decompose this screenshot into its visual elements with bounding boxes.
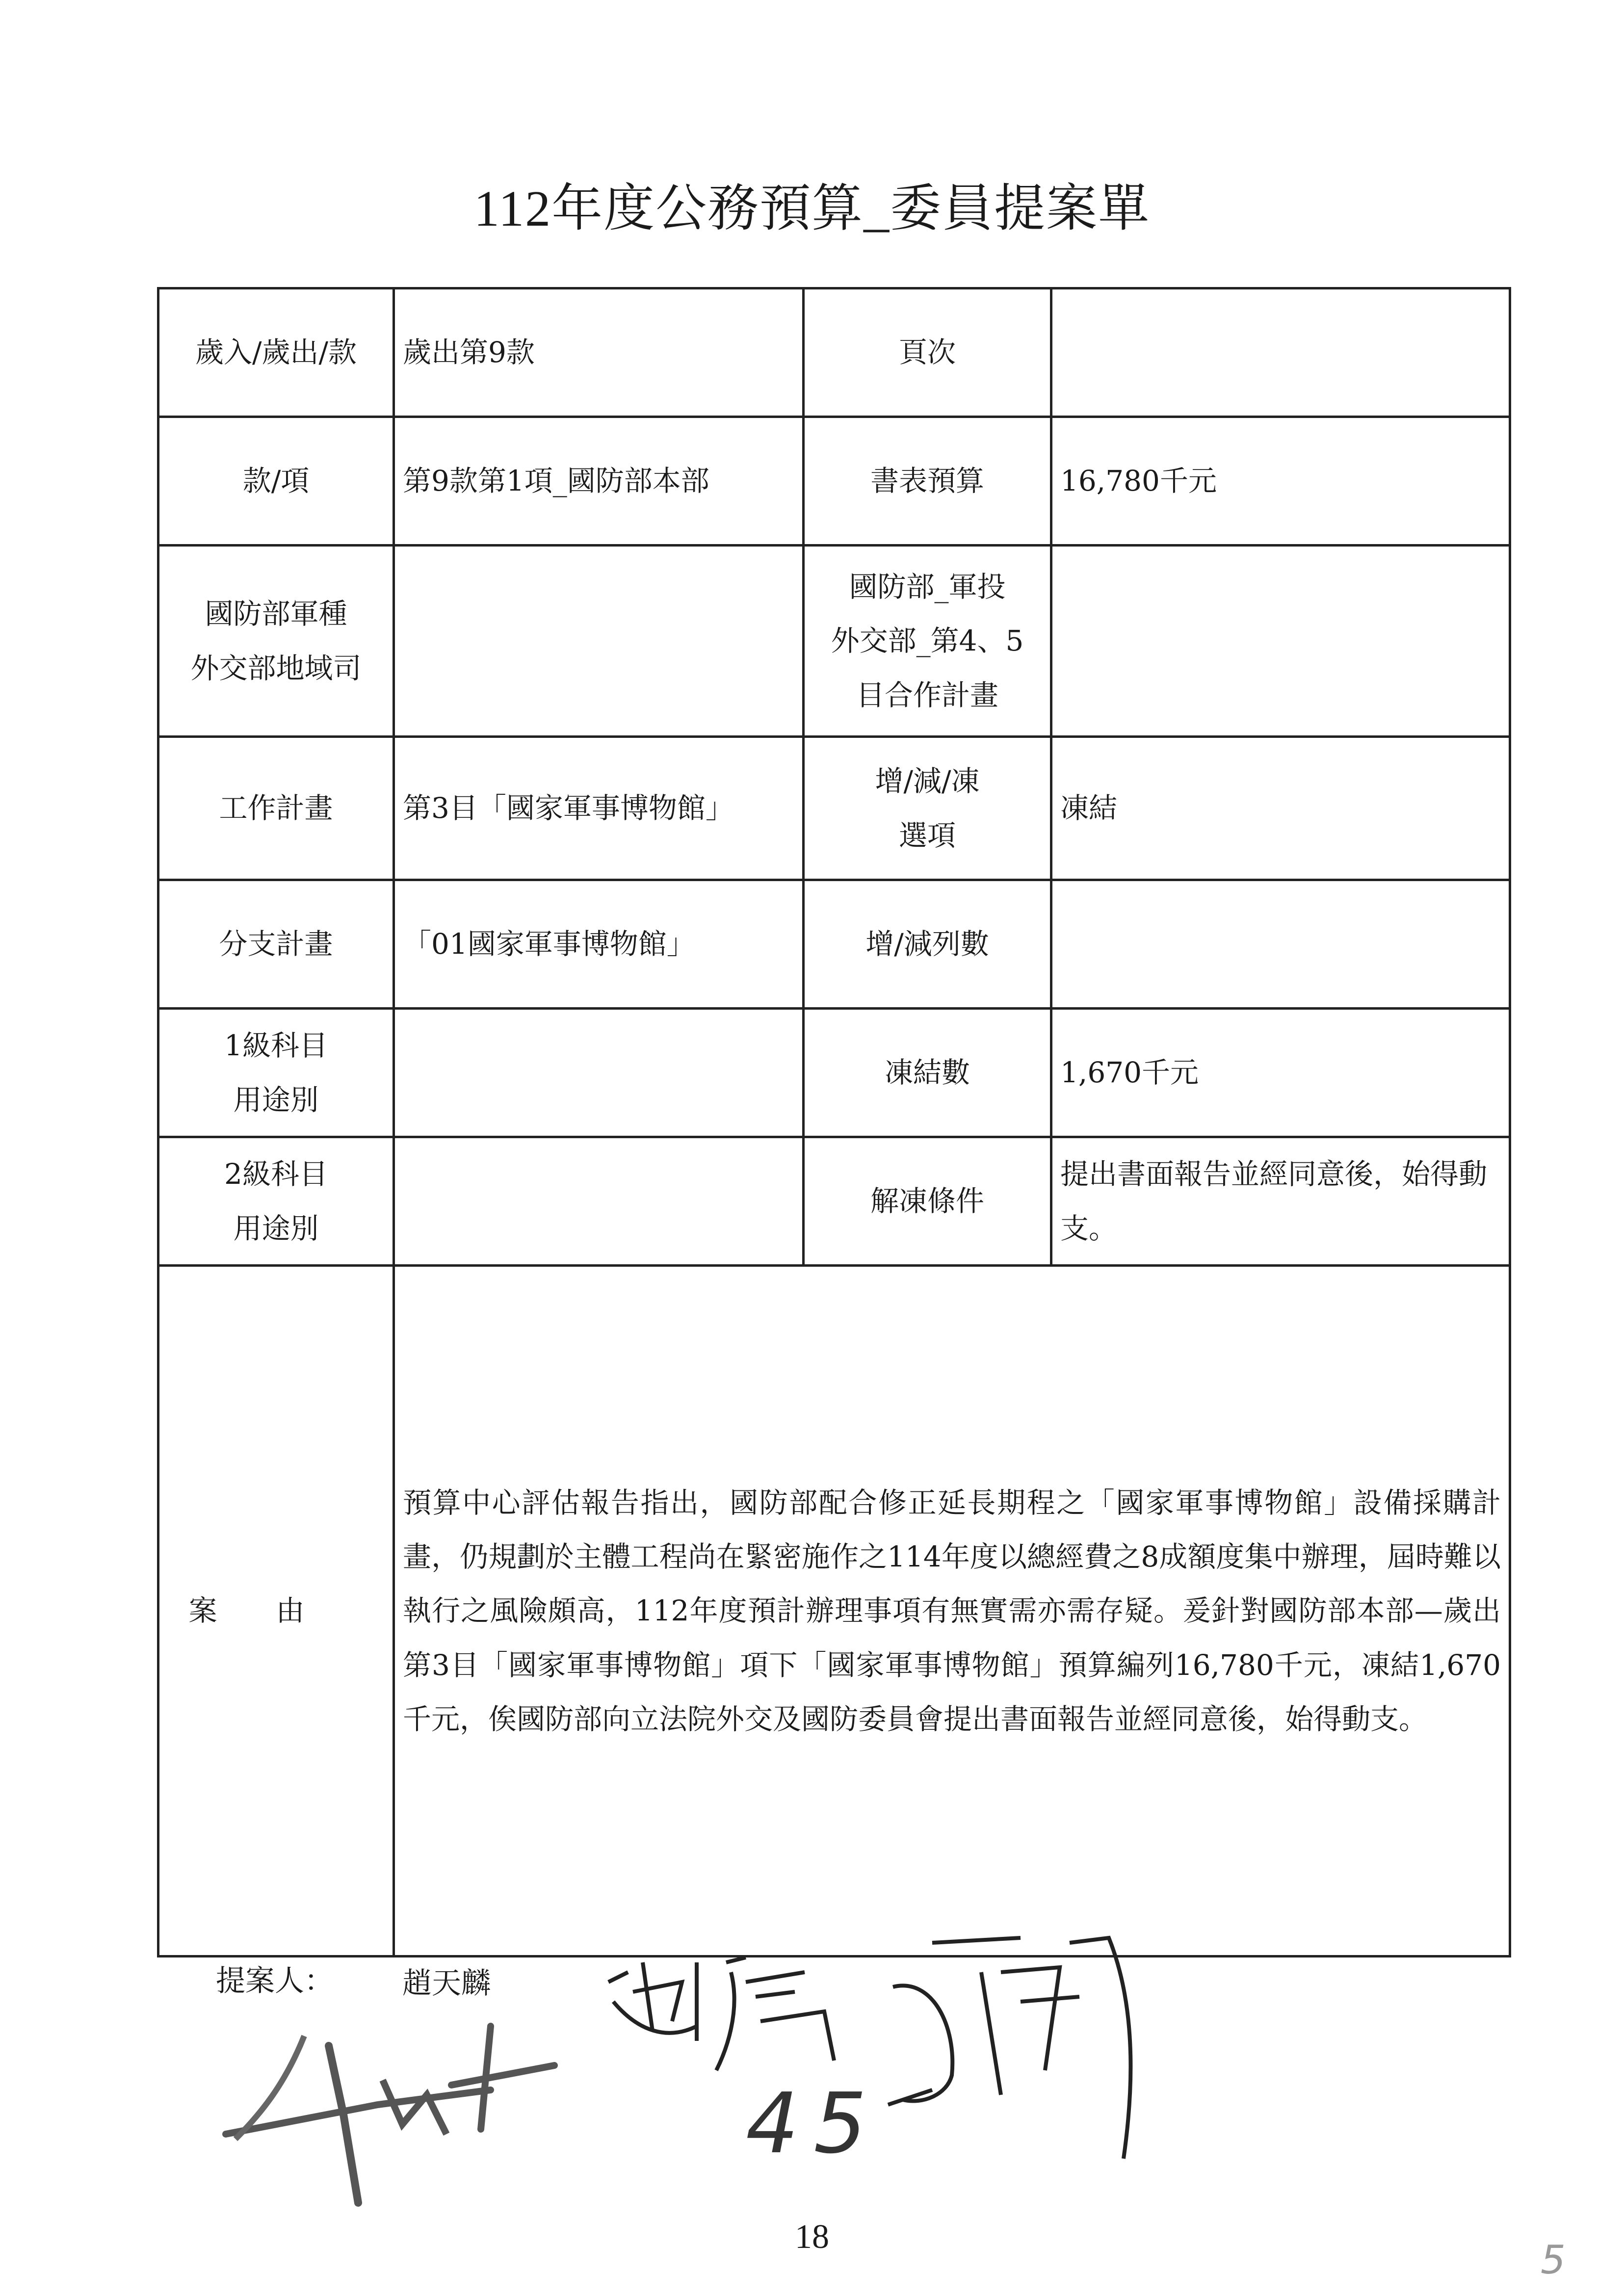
row-label: 款/項 [158,417,394,546]
reason-label: 案由 [158,1266,394,1957]
row-label-2: 頁次 [804,288,1051,417]
signature-3 [873,1928,1178,2203]
row-label [158,546,394,737]
form-title: 112年度公務預算_委員提案單 [473,181,1151,237]
signature-number: 45 [746,2075,882,2172]
label-line: 增/減/凍 [875,764,980,798]
label-line: 1級科目 [224,1029,328,1063]
table-row [158,417,1510,546]
row-value-2: 凍結 [1051,737,1510,880]
row-label-2: 書表預算 [804,417,1051,546]
row-value-2: 16,780千元 [1051,417,1510,546]
label-line: 用途別 [233,1211,319,1245]
label-line: 國防部_軍投 [849,570,1006,604]
proposal-table [157,287,1511,1957]
label-line: 2級科目 [224,1157,328,1191]
table-row [158,1009,1510,1137]
row-value [394,1137,804,1266]
row-label-2 [804,546,1051,737]
row-value-2 [1051,546,1510,737]
label-line: 選項 [898,818,956,852]
row-label-2: 凍結數 [804,1009,1051,1137]
reason-text: 預算中心評估報告指出，國防部配合修正延長期程之「國家軍事博物館」設備採購計畫，仍規劃於主體工程尚在緊密施作之114年度以總經費之8成額度集中辦理，屆時難以執行之風險頗高，112年度預計辦理事項有無實需亦需存疑。爰針對國防部本部—歲出第3目「國家軍事博物館」項下「國家軍事博物館」預算編列16,780千元，凍結1,670千元，俟國防部向立法院外交及國防委員會提出書面報告並經同意後，始得動支。 [394,1266,1510,1957]
page-number: 18 [795,2218,829,2256]
label-line: 外交部_第4、5 [831,624,1024,658]
row-label [158,1137,394,1266]
label-line: 外交部地域司 [190,651,362,685]
row-label-2: 解凍條件 [804,1137,1051,1266]
table-row [158,880,1510,1009]
signature-2 [599,1943,854,2090]
table-row [158,737,1510,880]
table-row [158,288,1510,417]
proposer-name: 趙天麟 [402,1966,491,2001]
proposer-label: 提案人： [216,1964,334,1998]
row-label: 歲入/歲出/款 [158,288,394,417]
row-label-2: 增/減列數 [804,880,1051,1009]
row-value: 第9款第1項_國防部本部 [394,417,804,546]
table-row [158,546,1510,737]
row-value [394,546,804,737]
table-row [158,1137,1510,1266]
row-value-2 [1051,880,1510,1009]
row-value-2 [1051,288,1510,417]
row-value-2: 提出書面報告並經同意後，始得動支。 [1051,1137,1510,1266]
row-value-2: 1,670千元 [1051,1009,1510,1137]
row-value [394,1009,804,1137]
row-label: 工作計畫 [158,737,394,880]
signature-1 [216,2007,569,2213]
row-label [158,1009,394,1137]
label-line: 目合作計畫 [856,678,998,712]
row-value: 第3目「國家軍事博物館」 [394,737,804,880]
label-line: 國防部軍種 [205,597,347,631]
row-value: 「01國家軍事博物館」 [394,880,804,1009]
reason-row [158,1266,1510,1957]
label-line: 用途別 [233,1083,319,1117]
row-label: 分支計畫 [158,880,394,1009]
row-label-2 [804,737,1051,880]
row-value: 歲出第9款 [394,288,804,417]
corner-page-mark: 5 [1541,2237,1566,2283]
